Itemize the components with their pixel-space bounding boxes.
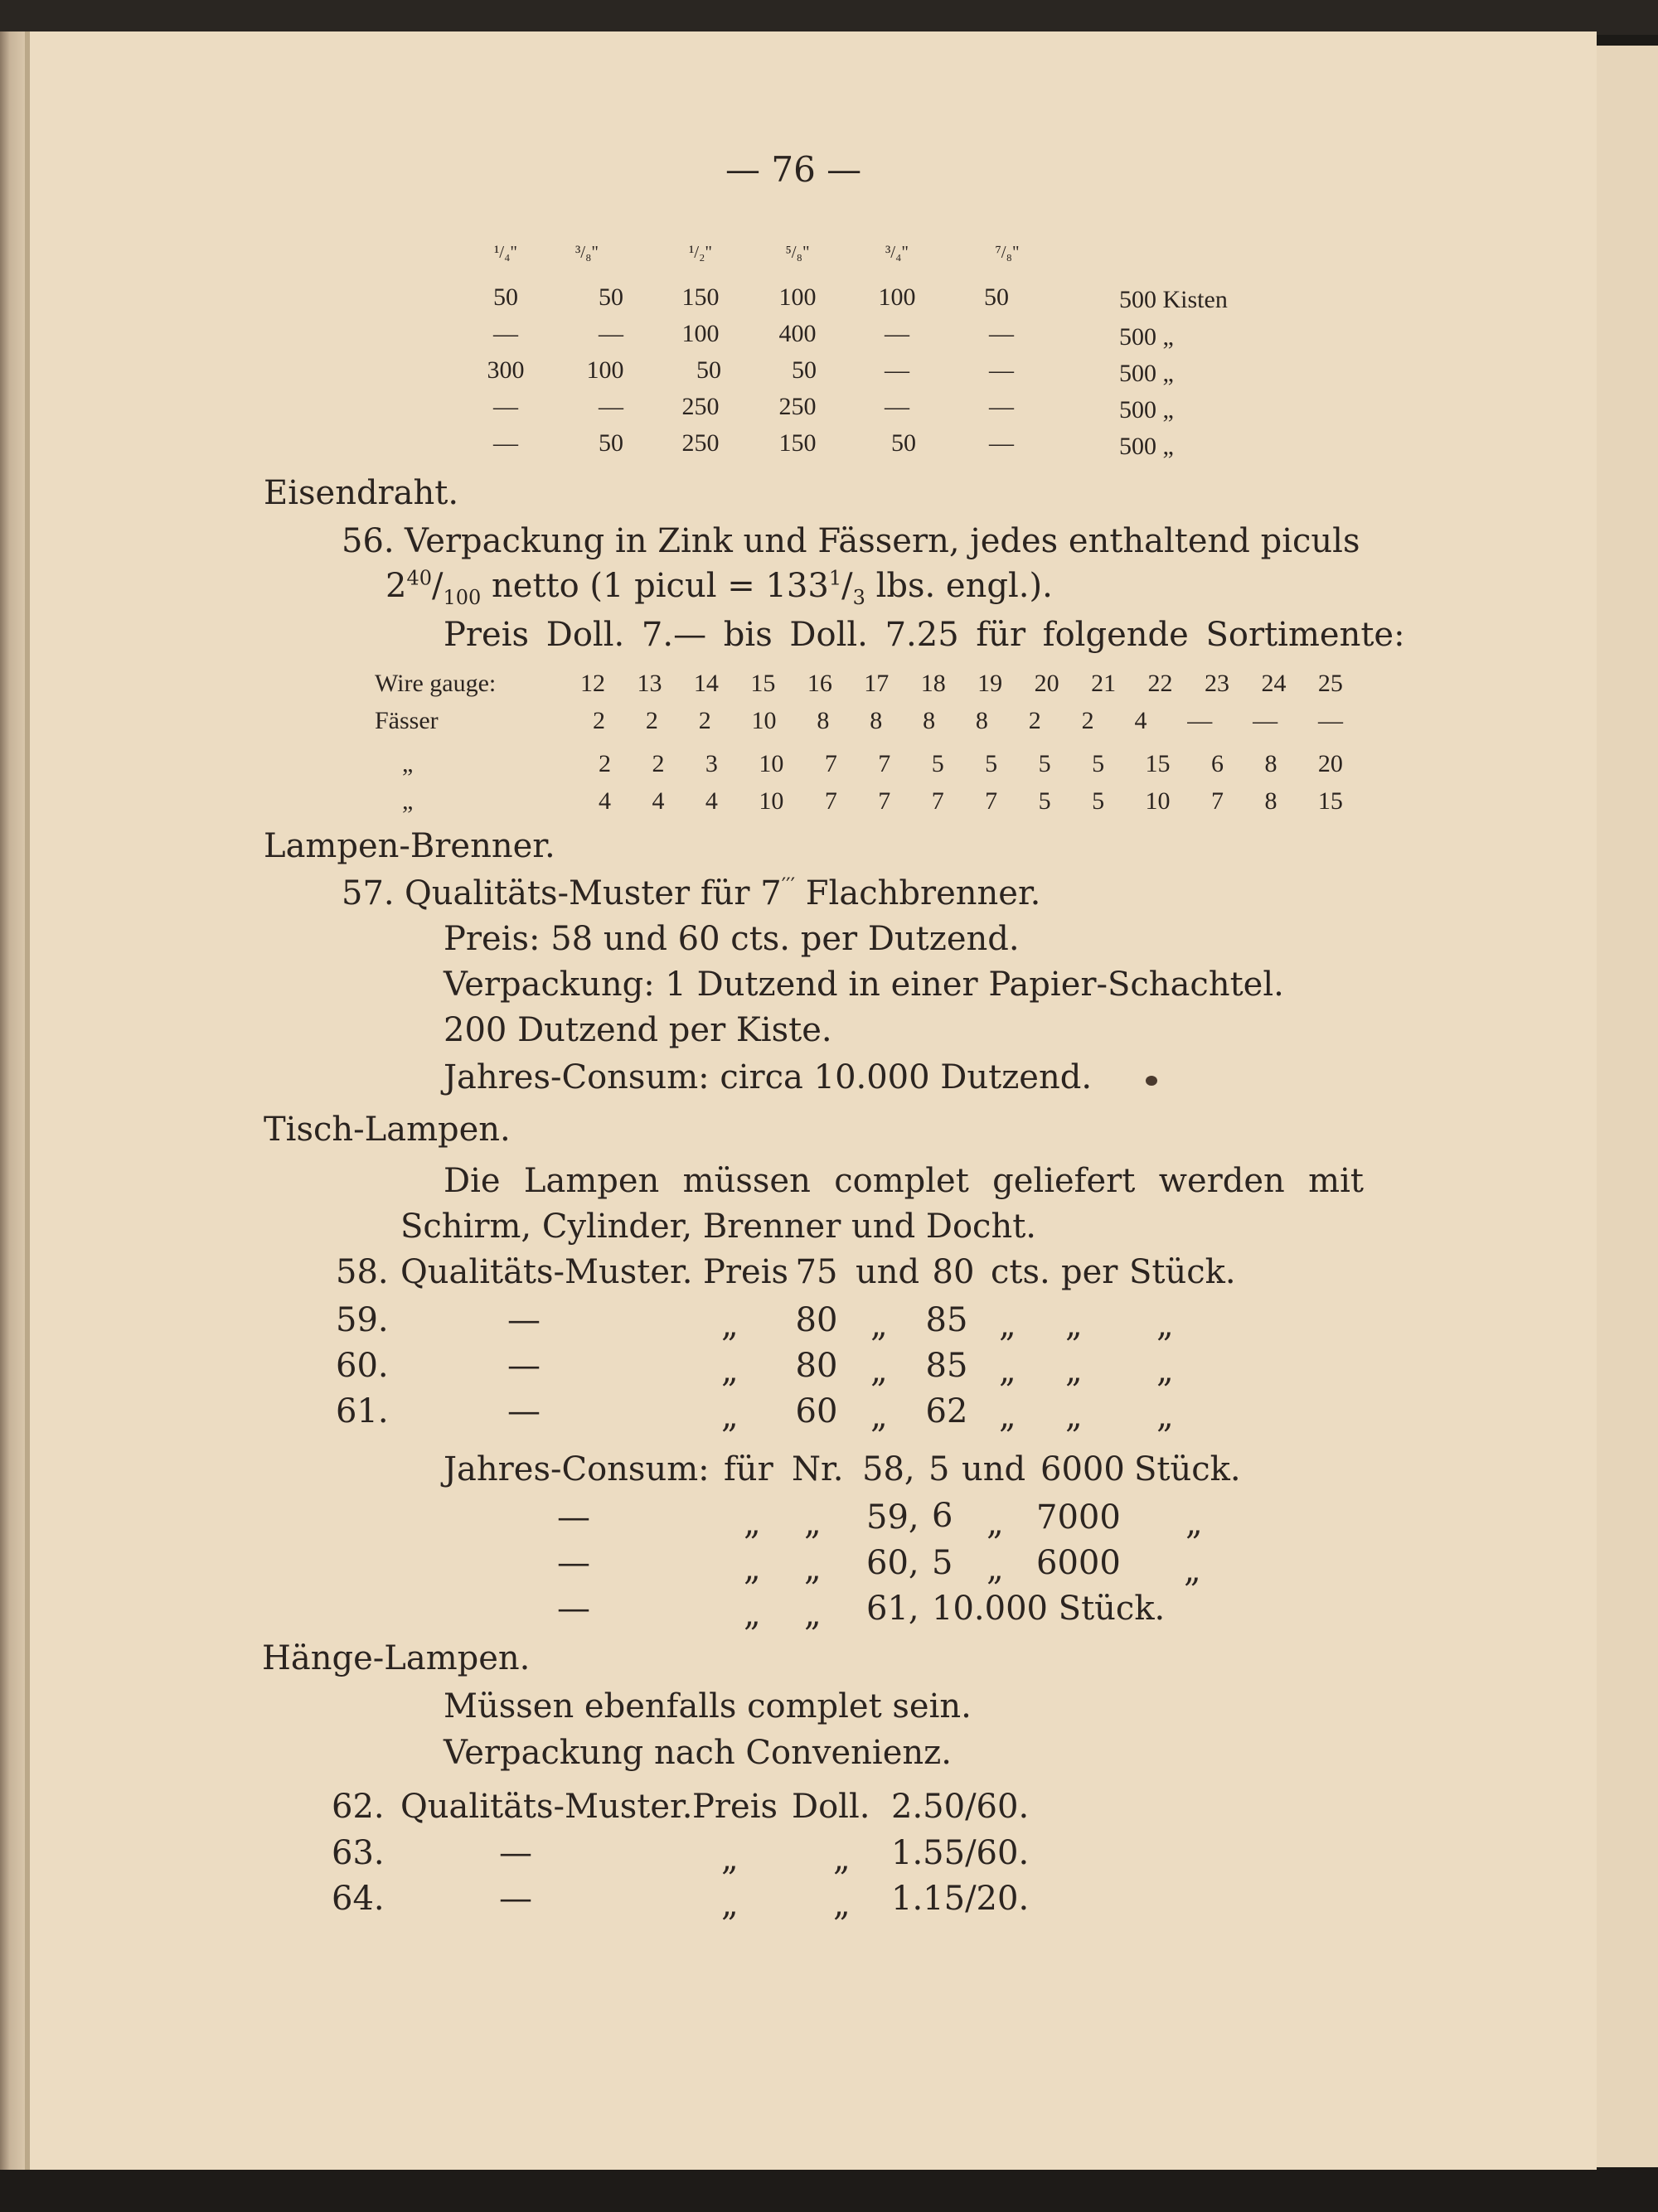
word: Lampen — [523, 1162, 660, 1200]
paragraph-line: Verpackung nach Convenienz. — [444, 1734, 952, 1772]
table-cell: 80 — [795, 1347, 838, 1385]
table-cell: 4 — [705, 787, 718, 815]
table-cell: 100 — [681, 320, 720, 347]
table-cell: 7 — [1210, 787, 1224, 815]
table-cell: „ — [1156, 1306, 1174, 1344]
table-cell: 10 — [751, 707, 777, 734]
table-cell: 61, — [866, 1590, 919, 1628]
table-cell: 100 — [778, 283, 817, 311]
book-page — [25, 31, 1597, 2170]
table-cell: „ — [804, 1550, 822, 1588]
table-cell: „ — [804, 1504, 822, 1542]
table-cell: 24 — [1261, 670, 1287, 697]
book-spine — [0, 31, 25, 2186]
table-cell: 50 — [493, 283, 518, 311]
table-cell: — — [507, 1392, 541, 1430]
word: geliefert — [992, 1162, 1136, 1200]
table-cell: 58, — [862, 1450, 915, 1488]
table-cell: „ — [721, 1840, 739, 1878]
table-cell: — — [1253, 707, 1278, 734]
table-cell: 250 — [681, 429, 720, 457]
table-cell: „ — [744, 1504, 761, 1542]
table-cell: 5 — [1092, 787, 1105, 815]
table-cell: Preis — [692, 1788, 778, 1826]
table-cell: — — [599, 320, 623, 347]
gauge-row — [599, 787, 1343, 816]
table-cell: 25 — [1317, 670, 1343, 697]
table-cell: — — [989, 356, 1014, 384]
table-cell: und — [856, 1253, 920, 1291]
paragraph-line: Jahres-Consum: circa 10.000 Dutzend. — [444, 1058, 1093, 1096]
table-cell: Nr. — [792, 1450, 844, 1488]
paragraph-line: Preis Doll. 7.— bis Doll. 7.25 für folgende Sortimente: — [444, 616, 1405, 654]
table-cell: per — [1061, 1253, 1118, 1291]
table-cell: „ — [870, 1397, 888, 1435]
table-cell: 2 — [1081, 707, 1094, 734]
table-cell: 2 — [645, 707, 658, 734]
table-cell: 7 — [985, 787, 998, 815]
table-cell: cts. — [991, 1253, 1050, 1291]
item-number: 64. — [332, 1880, 385, 1918]
scan-top-edge — [0, 0, 1658, 35]
table-cell: — — [557, 1544, 590, 1582]
table-cell: „ — [1065, 1306, 1083, 1344]
table-cell: 85 — [925, 1301, 968, 1339]
row-label: Fässer — [375, 707, 439, 734]
paragraph-line: Verpackung in Zink und Fässern, jedes enthaltend piculs — [405, 522, 1360, 560]
table-cell: 3 — [705, 750, 718, 777]
table-cell: — — [493, 429, 518, 457]
table-cell: „ — [1065, 1352, 1083, 1390]
table-cell: — — [885, 393, 909, 420]
ink-spot — [1146, 1076, 1157, 1086]
table-cell: 14 — [693, 670, 719, 697]
table-cell: — — [507, 1301, 541, 1339]
size-header: ⁵/₈" — [785, 242, 810, 262]
table-cell: 21 — [1091, 670, 1117, 697]
paragraph-line — [444, 1162, 1364, 1200]
table-cell: 2 — [1028, 707, 1041, 734]
table-cell: — — [989, 320, 1014, 347]
table-cell: — — [989, 429, 1014, 457]
table-cell: 5 — [932, 1544, 953, 1582]
table-cell: 500 „ — [1119, 433, 1174, 460]
table-cell: 18 — [920, 670, 946, 697]
table-cell: 50 — [599, 429, 623, 457]
paragraph-line: Qualitäts-Muster für 7′′′ Flachbrenner. — [405, 874, 1041, 912]
section-heading: Tisch-Lampen. — [264, 1111, 511, 1149]
table-cell: — — [885, 356, 909, 384]
table-cell: 7 — [824, 750, 837, 777]
section-heading: Eisendraht. — [264, 474, 459, 512]
word: werden — [1158, 1162, 1285, 1200]
table-cell: — — [557, 1498, 590, 1537]
table-cell: 15 — [1145, 750, 1171, 777]
table-cell: 5 — [931, 750, 944, 777]
table-cell: 100 — [586, 356, 624, 384]
table-cell: Qualitäts-Muster. — [400, 1253, 693, 1291]
table-cell: „ — [744, 1595, 761, 1634]
paragraph-line: Müssen ebenfalls complet sein. — [444, 1687, 972, 1726]
table-cell: 6000 — [1036, 1544, 1121, 1582]
table-cell: „ — [1156, 1397, 1174, 1435]
table-cell: 500 Kisten — [1119, 286, 1228, 313]
table-cell: — — [557, 1590, 590, 1628]
item-number: 60. — [336, 1347, 389, 1385]
table-cell: „ — [999, 1306, 1016, 1344]
table-cell: „ — [721, 1885, 739, 1924]
size-header: ¹/₄" — [493, 242, 518, 262]
table-cell: 50 — [792, 356, 817, 384]
word: Die — [444, 1162, 501, 1200]
table-cell: 7 — [878, 750, 891, 777]
table-cell: — — [599, 393, 623, 420]
table-cell: für — [724, 1450, 773, 1488]
table-cell: „ — [870, 1352, 888, 1390]
table-cell: „ — [1185, 1504, 1203, 1542]
scan-bottom-edge — [0, 2170, 1658, 2212]
item-number: 61. — [336, 1392, 389, 1430]
table-cell: 2 — [652, 750, 665, 777]
table-cell: 5 — [1092, 750, 1105, 777]
table-cell: 300 — [487, 356, 525, 384]
table-cell: „ — [870, 1306, 888, 1344]
table-cell: 4 — [599, 787, 611, 815]
table-cell: 50 — [984, 283, 1009, 311]
table-cell: 5 — [1038, 750, 1051, 777]
table-cell: — — [499, 1834, 532, 1872]
item-number: 58. — [336, 1253, 389, 1291]
table-cell: 150 — [778, 429, 817, 457]
table-cell: — — [499, 1880, 532, 1918]
table-cell: 5 — [1038, 787, 1051, 815]
paragraph-line: Preis: 58 und 60 cts. per Dutzend. — [444, 920, 1020, 958]
table-cell: 60, — [866, 1544, 919, 1582]
table-cell: „ — [833, 1840, 851, 1878]
table-cell: 1.15/20. — [891, 1880, 1030, 1918]
table-cell: 250 — [681, 393, 720, 420]
table-cell: 85 — [925, 1347, 968, 1385]
page-number: — 76 — — [725, 149, 862, 190]
section-heading: Hänge-Lampen. — [262, 1639, 531, 1677]
table-cell: 75 — [795, 1253, 838, 1291]
table-cell: 2.50/60. — [891, 1788, 1030, 1826]
word: complet — [834, 1162, 969, 1200]
table-cell: 22 — [1147, 670, 1173, 697]
table-cell: „ — [1156, 1352, 1174, 1390]
table-cell: 250 — [778, 393, 817, 420]
row-label: Wire gauge: — [375, 670, 497, 697]
table-cell: 500 „ — [1119, 323, 1174, 351]
table-cell: — — [989, 393, 1014, 420]
paragraph-line: Verpackung: 1 Dutzend in einer Papier-Schachtel. — [444, 966, 1284, 1004]
table-cell: 100 — [878, 283, 916, 311]
table-cell: 150 — [681, 283, 720, 311]
table-cell: 8 — [1264, 787, 1277, 815]
table-cell: 50 — [599, 283, 623, 311]
table-cell: 500 „ — [1119, 360, 1174, 387]
table-cell: 13 — [637, 670, 662, 697]
table-cell: und — [962, 1450, 1026, 1488]
table-cell: 4 — [652, 787, 665, 815]
table-cell: 2 — [698, 707, 711, 734]
table-cell: 2 — [599, 750, 611, 777]
table-cell: „ — [1184, 1551, 1201, 1590]
table-cell: 15 — [750, 670, 776, 697]
table-cell: 59, — [866, 1498, 919, 1537]
item-number: 56. — [342, 522, 395, 560]
table-cell: Qualitäts-Muster. — [400, 1788, 693, 1826]
table-cell: 8 — [975, 707, 988, 734]
table-cell: 500 „ — [1119, 396, 1174, 424]
table-cell: 10 — [759, 787, 784, 815]
table-cell: 16 — [807, 670, 832, 697]
section-heading: Lampen-Brenner. — [264, 827, 555, 865]
table-cell: — — [493, 320, 518, 347]
word: müssen — [682, 1162, 811, 1200]
table-cell: 20 — [1317, 750, 1343, 777]
size-header: ³/₄" — [885, 242, 909, 262]
row-label: „ — [402, 750, 414, 777]
size-header: ¹/₂" — [688, 242, 713, 262]
table-cell: — — [507, 1347, 541, 1385]
gauge-row — [593, 707, 1343, 735]
table-cell: „ — [987, 1504, 1004, 1542]
table-cell: 8 — [870, 707, 883, 734]
table-cell: 10 — [1145, 787, 1171, 815]
table-cell: „ — [1065, 1397, 1083, 1435]
table-cell: 1.55/60. — [891, 1834, 1030, 1872]
table-cell: 80 — [932, 1253, 975, 1291]
table-cell: Jahres-Consum: — [444, 1450, 710, 1488]
item-number: 57. — [342, 874, 395, 912]
table-cell: 7000 — [1036, 1498, 1121, 1537]
next-page-edge — [1592, 46, 1658, 2167]
table-cell: 4 — [1134, 707, 1147, 734]
table-cell: „ — [721, 1306, 739, 1344]
table-cell: 8 — [1264, 750, 1277, 777]
table-cell: 80 — [795, 1301, 838, 1339]
table-cell: 400 — [778, 320, 817, 347]
item-number: 62. — [332, 1788, 385, 1826]
table-cell: 60 — [795, 1392, 838, 1430]
gauge-row — [599, 750, 1343, 778]
table-cell: „ — [999, 1397, 1016, 1435]
table-cell: 6 — [932, 1497, 953, 1535]
table-cell: 2 — [593, 707, 605, 734]
table-cell: „ — [721, 1352, 739, 1390]
gauge-row — [580, 670, 1343, 698]
table-cell: „ — [804, 1595, 822, 1634]
table-cell: 6 — [1210, 750, 1224, 777]
table-cell: Stück. — [1129, 1253, 1236, 1291]
table-cell: 17 — [864, 670, 890, 697]
table-cell: 23 — [1204, 670, 1229, 697]
table-cell: 50 — [696, 356, 721, 384]
table-cell: 62 — [925, 1392, 968, 1430]
table-cell: 6000 — [1040, 1450, 1125, 1488]
item-number: 59. — [336, 1301, 389, 1339]
table-cell: Stück. — [1134, 1450, 1241, 1488]
table-cell: 8 — [923, 707, 936, 734]
table-cell: 12 — [580, 670, 605, 697]
paragraph-line: Schirm, Cylinder, Brenner und Docht. — [400, 1208, 1036, 1246]
size-header: ⁷/₈" — [995, 242, 1020, 262]
table-cell: „ — [833, 1885, 851, 1924]
table-cell: — — [885, 320, 909, 347]
table-cell: 5 — [928, 1450, 950, 1488]
word: mit — [1308, 1162, 1364, 1200]
size-header: ³/₈" — [574, 242, 599, 262]
table-cell: — — [493, 393, 518, 420]
table-cell: 15 — [1317, 787, 1343, 815]
table-cell: 19 — [977, 670, 1003, 697]
table-cell: 10.000 Stück. — [932, 1590, 1166, 1628]
item-number: 63. — [332, 1834, 385, 1872]
table-cell: „ — [744, 1550, 761, 1588]
table-cell: 8 — [817, 707, 830, 734]
paragraph-line: 200 Dutzend per Kiste. — [444, 1011, 832, 1049]
table-cell: — — [1317, 707, 1343, 734]
table-cell: 5 — [985, 750, 998, 777]
row-label: „ — [402, 787, 414, 815]
table-cell: 20 — [1034, 670, 1059, 697]
table-cell: 10 — [759, 750, 784, 777]
table-cell: „ — [721, 1397, 739, 1435]
table-cell: 7 — [878, 787, 891, 815]
table-cell: „ — [999, 1352, 1016, 1390]
table-cell: 7 — [931, 787, 944, 815]
paragraph-line: $2^{40}/_{100}$ netto (1 picul = $133^1/_3$ lbs. engl.). — [385, 566, 1053, 609]
table-cell: Doll. — [792, 1788, 870, 1826]
table-cell: 7 — [824, 787, 837, 815]
table-cell: „ — [987, 1550, 1004, 1588]
table-cell: 50 — [891, 429, 916, 457]
table-cell: — — [1187, 707, 1213, 734]
table-cell: Preis — [703, 1253, 789, 1291]
